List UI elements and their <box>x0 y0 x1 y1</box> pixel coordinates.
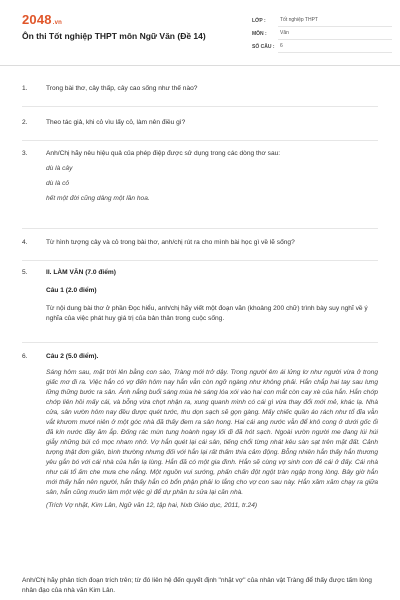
question-6 <box>22 352 378 511</box>
question-text: Từ nội dung bài thơ ở phần Đọc hiểu, anh/chị hãy viết một đoạn văn (khoảng 200 chữ) trình bày suy nghĩ về ý nghĩa của việc phát huy giá trị của bản thân trong cuộc sống. <box>46 305 368 322</box>
meta-label: SỐ CÂU : <box>252 43 275 50</box>
question-text: Theo tác giả, khi cỏ vìu lấy cỏ, làm nên điều gì? <box>46 119 186 126</box>
poem-line: dù là cỏ <box>46 180 70 187</box>
poem-line: hết một đời cũng dâng một lần hoa. <box>46 195 150 202</box>
excerpt-paragraph: Sáng hôm sau, mặt trời lên bằng con sào, Tràng mới trở dậy. Trong người êm ái lửng lơ như người vừa ở trong giấc mơ đi ra. Việc hắn có vợ đến hôm nay hắn vẫn còn ngỡ ngàng như không phải. Hắn chắp hai tay sau lưng lững thững bước ra sân. Ánh nắng buổi sáng mùa hè sáng lóa xói vào hai con mắt còn cay xè của hắn. Hắn chớp chớp liên hồi mấy cái, và bỗng vừa chợt nhận ra, xung quanh mình có cái gì vừa thay đổi mới mẻ, khác lạ. Nhà cửa, sân vườn hôm nay đều được quét tước, thu dọn sạch sẽ gọn gàng. Mấy chiếc quần áo rách như tổ đỉa vẫn vắt khươm mươi niên ở một góc nhà đã thấy đem ra sân hong. Hai cái ang nước vẫn để khô cong ở dưới gốc ổi đã kín nước đầy ăm ắp. Đống rác mùn tung hoành ngay lối đi đã hót sạch. Ngoài vườn người me đang lúi húi giẫy những búi cỏ mọc nham nhở. Vợ hắn quét lại cái sân, tiếng chổi từng nhát kêu sàn sạt trên mặt đất. Cảnh tượng thật đơn giản, bình thường nhưng đối với hắn lại rất thấm thía cảm động. Bỗng nhiên hắn thấy hắn thương yêu gắn bó với cái nhà của hắn lạ lùng. Hắn đã có một gia đình. Hắn sẽ cùng vợ sinh con đẻ cái ở đấy. Cái nhà như cái tổ ấm che mưa che nắng. Một nguồn vui sướng, phấn chấn đột ngột tràn ngập trong lòng. Bây giờ hắn mới thấy hắn nên người, hắn thấy hắn có bổn phận phải lo lắng cho vợ con sau này. Hắn xăm xăm chạy ra giữa sân, hắn cũng muốn làm một việc gì để dự phần tu sửa lại căn nhà. <box>46 369 378 496</box>
meta-count <box>252 40 392 53</box>
excerpt-source: (Trích Vợ nhặt, Kim Lân, Ngữ văn 12, tập hai, Nxb Giáo dục, 2011, tr.24) <box>46 502 258 509</box>
question-6-prompt <box>22 571 378 596</box>
meta-label: MÔN : <box>252 30 267 37</box>
question-text: Trong bài thơ, cây thấp, cây cao sống như thế nào? <box>46 85 198 92</box>
poem-line: dù là cây <box>46 165 73 172</box>
question-heading: Câu 2 (5.0 điểm). <box>46 353 99 360</box>
question-number: 2. <box>22 119 28 126</box>
page-title: Ôn thi Tốt nghiệp THPT môn Ngữ Văn (Đề 14) <box>22 31 206 41</box>
question-5 <box>22 268 378 324</box>
question-text: Anh/Chị hãy nêu hiệu quả của phép điệp được sử dụng trong các dòng thơ sau: <box>46 150 281 157</box>
section-heading: II. LÀM VĂN (7.0 điểm) <box>46 269 116 276</box>
meta-subject <box>252 27 392 40</box>
divider <box>22 106 378 107</box>
question-number: 6. <box>22 353 28 360</box>
question-2 <box>22 118 378 128</box>
question-number: 5. <box>22 269 28 276</box>
question-number: 4. <box>22 239 28 246</box>
divider <box>22 260 378 261</box>
meta-value: Tốt nghiệp THPT <box>278 14 392 27</box>
meta-class <box>252 14 392 27</box>
logo-suffix: .vn <box>52 20 63 26</box>
question-number: 3. <box>22 150 28 157</box>
poem-excerpt <box>46 164 378 204</box>
meta-label: LỚP : <box>252 17 266 24</box>
divider <box>22 342 378 343</box>
question-1 <box>22 84 378 94</box>
question-3 <box>22 149 378 209</box>
document-header <box>0 0 400 66</box>
meta-value: 6 <box>278 40 392 53</box>
divider <box>22 140 378 141</box>
question-text: Anh/Chị hãy phân tích đoạn trích trên; từ đó liên hệ đến quyết định "nhặt vợ" của nhân vật Tràng để thấy được tấm lòng nhân đạo của nhà văn Kim Lân. <box>22 577 372 594</box>
exam-meta <box>252 14 392 53</box>
question-subheading: Câu 1 (2.0 điểm) <box>46 287 97 294</box>
meta-value: Văn <box>278 27 392 40</box>
question-text: Từ hình tượng cây và cỏ trong bài thơ, anh/chị rút ra cho mình bài học gì về lẽ sống? <box>46 239 295 246</box>
divider <box>22 228 378 229</box>
site-logo[interactable] <box>22 12 62 27</box>
question-4 <box>22 238 378 248</box>
logo-main: 2048 <box>22 12 52 27</box>
question-number: 1. <box>22 85 28 92</box>
